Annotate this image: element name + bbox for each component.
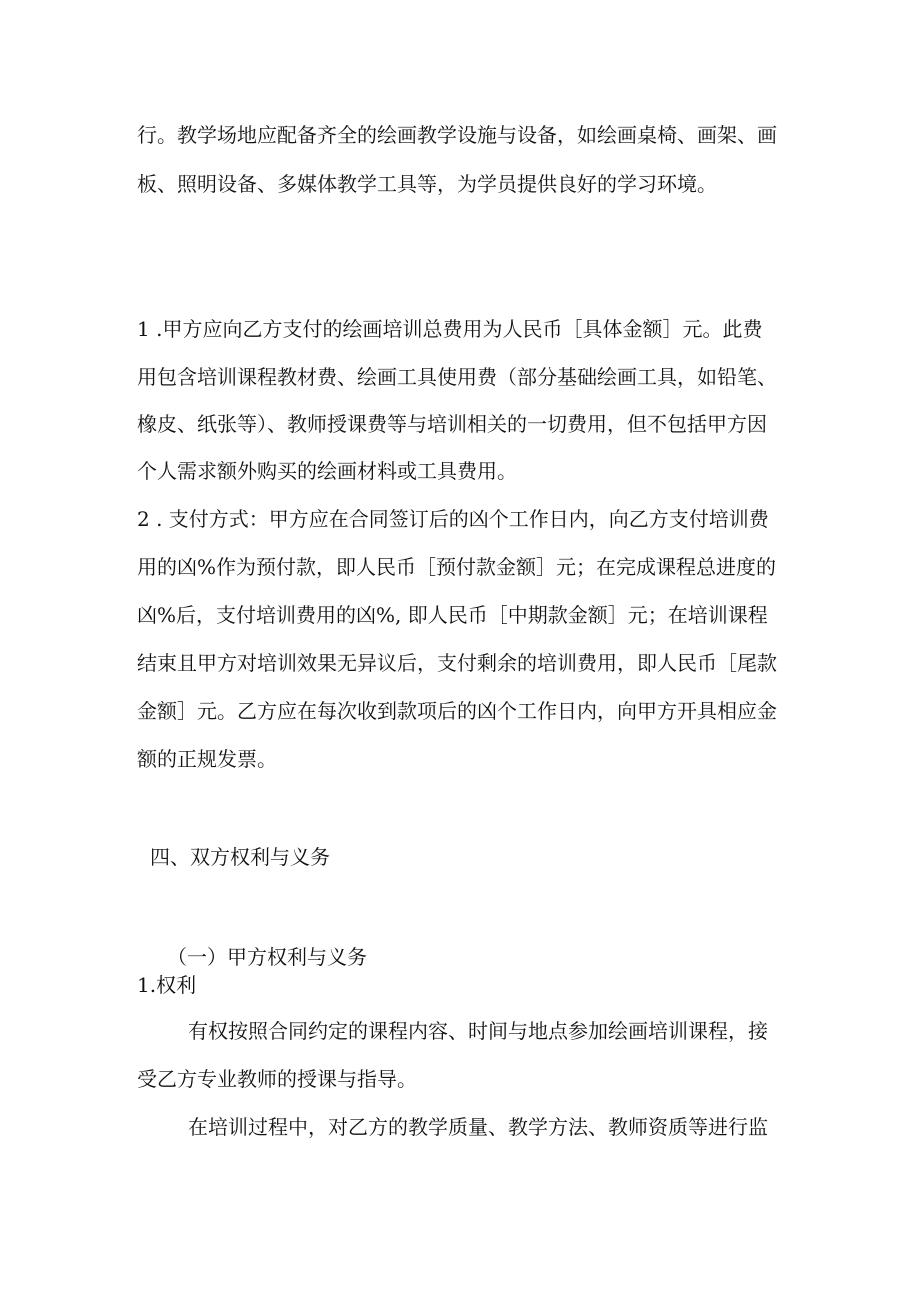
rights-paragraph-1-line-1: 有权按照合同约定的课程内容、时间与地点参加绘画培训课程，接 [188, 1019, 768, 1043]
rights-label: 1.权利 [137, 973, 197, 997]
rights-paragraph-2-line-1: 在培训过程中，对乙方的教学质量、教学方法、教师资质等进行监 [188, 1115, 768, 1139]
fee-item-1-line-3: 橡皮、纸张等）、教师授课费等与培训相关的一切费用，但不包括甲方因 [137, 412, 767, 436]
fee-item-1-line-2: 用包含培训课程教材费、绘画工具使用费（部分基础绘画工具，如铅笔、 [137, 365, 777, 389]
rights-paragraph-1-line-2: 受乙方专业教师的授课与指导。 [137, 1067, 417, 1091]
payment-item-2-line-5: 金额］元。乙方应在每次收到款项后的凶个工作日内，向甲方开具相应金 [137, 699, 777, 723]
payment-item-2-line-6: 额的正规发票。 [137, 747, 277, 771]
fee-item-1-line-1: 1 .甲方应向乙方支付的绘画培训总费用为人民币［具体金额］元。此费 [137, 317, 763, 341]
fee-item-1-line-4: 个人需求额外购买的绘画材料或工具费用。 [137, 459, 517, 483]
continued-paragraph-line-1: 行。教学场地应配备齐全的绘画教学设施与设备，如绘画桌椅、画架、画 [137, 123, 777, 147]
payment-item-2-line-3: 凶%后，支付培训费用的凶%, 即人民币［中期款金额］元；在培训课程 [137, 603, 768, 627]
payment-item-2-line-4: 结束且甲方对培训效果无异议后，支付剩余的培训费用，即人民币［尾款 [137, 651, 777, 675]
payment-item-2-line-1: 2 . 支付方式：甲方应在合同签订后的凶个工作日内，向乙方支付培训费 [137, 507, 769, 531]
section-heading: 四、双方权利与义务 [150, 845, 330, 869]
subsection-heading: （一）甲方权利与义务 [167, 945, 367, 969]
payment-item-2-line-2: 用的凶%作为预付款，即人民币［预付款金额］元；在完成课程总进度的 [137, 555, 777, 579]
continued-paragraph-line-2: 板、照明设备、多媒体教学工具等，为学员提供良好的学习环境。 [137, 172, 717, 196]
